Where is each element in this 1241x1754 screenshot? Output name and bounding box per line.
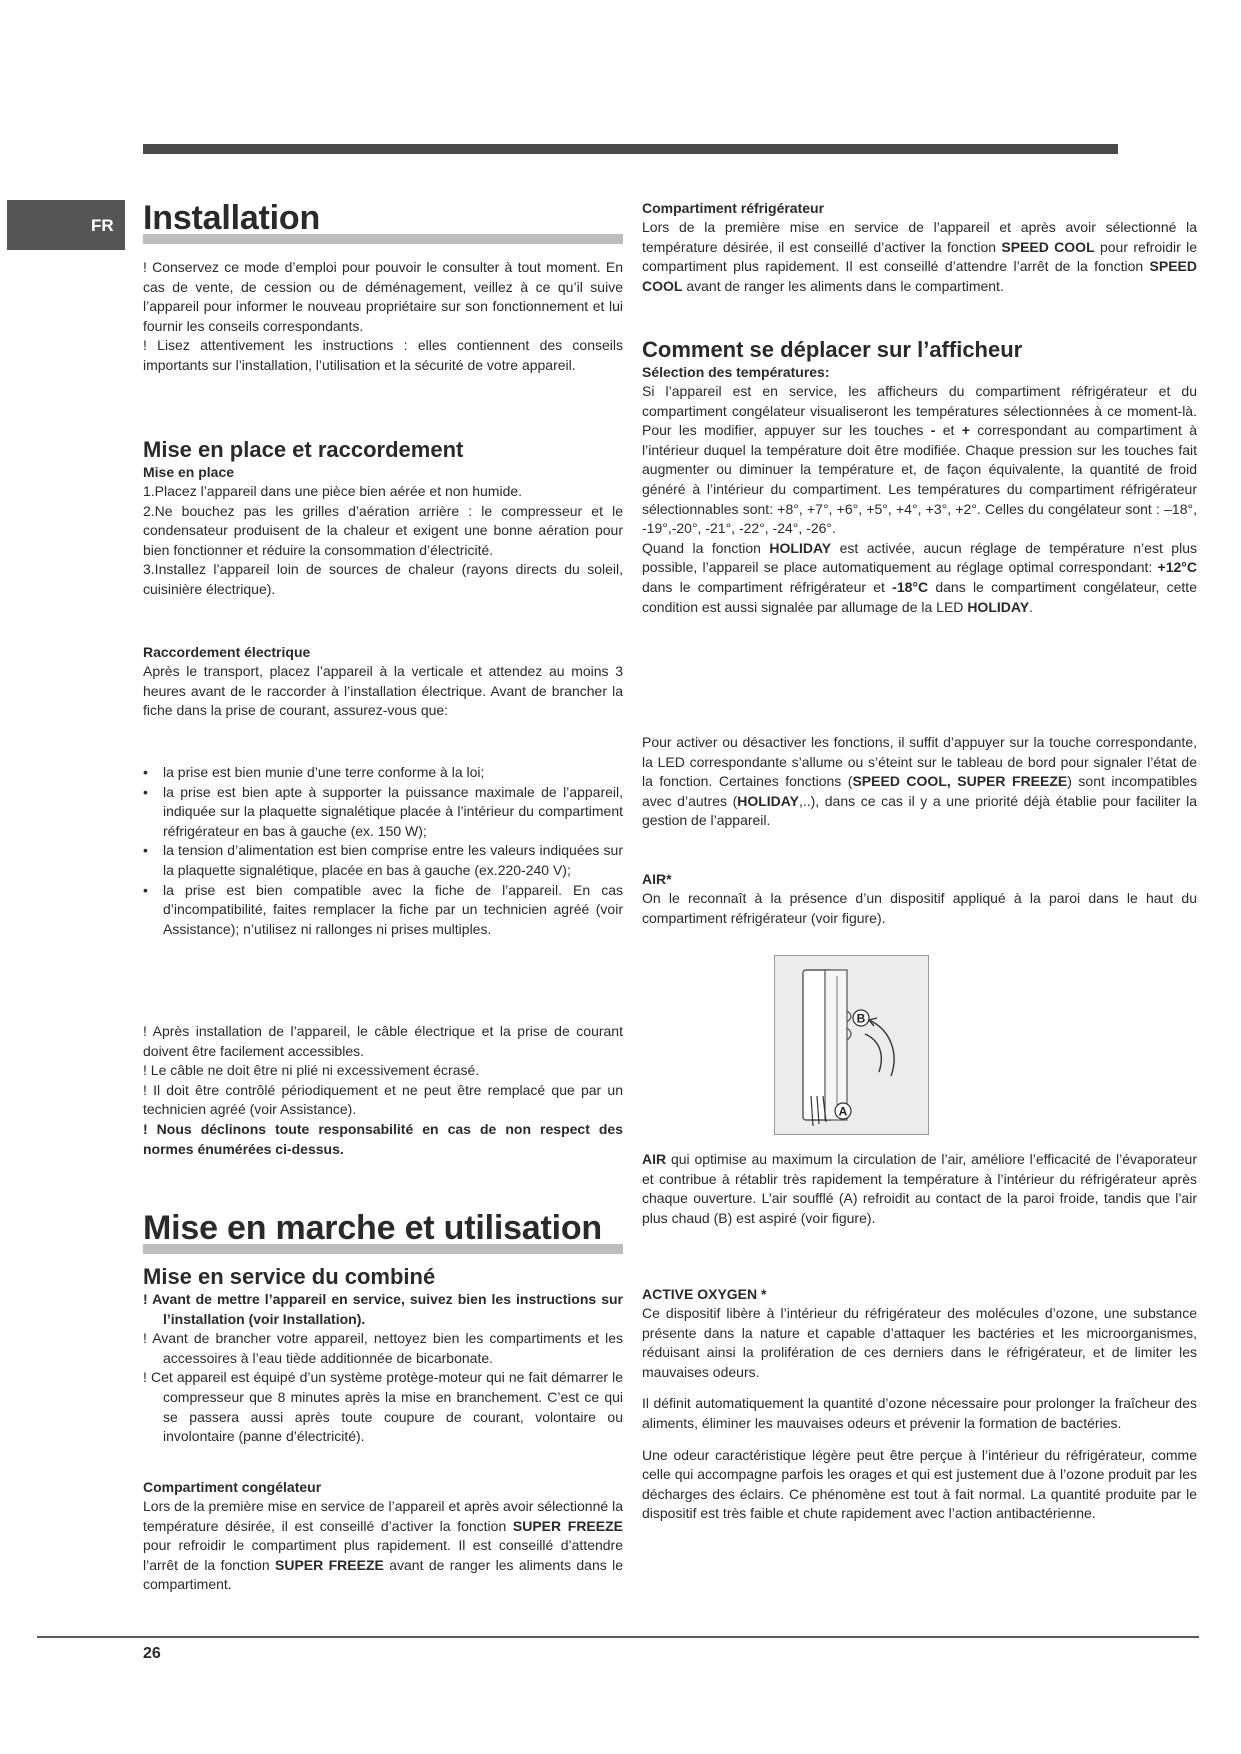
text-run: qui optimise au maximum la circulation de l’air, améliore l’efficacité de l’évaporateur et contribue à rétablir très rapidement la température à l’intérieur du réfrigérateur après chaque ouverture. L’air soufflé (A) refroidit au contact de la paroi froide, tandis que l’air plus chaud (B) est aspiré (voir figure). <box>642 1151 1197 1226</box>
subsection-heading: ACTIVE OXYGEN * <box>642 1286 767 1302</box>
text-run: et <box>935 422 962 439</box>
warning-paragraph: ! Le câble ne doit être ni plié ni excessivement écrasé. <box>143 1062 480 1079</box>
text-run: dans le compartiment congélateur, cette condition est aussi signalée par allumage de la LED <box>642 578 1197 615</box>
functions-paragraph <box>642 733 1197 831</box>
bullet-list <box>143 763 623 939</box>
subsection-heading: Sélection des températures: <box>642 364 830 380</box>
text-run: avant de ranger les aliments dans le compartiment. <box>682 277 1004 294</box>
top-rule <box>143 144 1118 154</box>
startup-section <box>143 1264 623 1447</box>
language-tab: FR <box>7 200 125 250</box>
list-item: • la tension d’alimentation est bien comprise entre les valeurs indiquées sur la plaquette signalétique, placée en bas à gauche (ex.220-240 V); <box>143 841 623 880</box>
page-title: Installation <box>143 199 321 237</box>
footer-rule <box>37 1636 1199 1638</box>
text-run-bold: SPEED COOL <box>642 258 1197 294</box>
text-run: Quand la fonction <box>642 539 770 556</box>
electrical-paragraph: Après le transport, placez l’appareil à la verticale et attendez au moins 3 heures avant de le raccorder à l’installation électrique. Avant de brancher la fiche dans la prise de courant, assurez-vous que: <box>143 663 623 719</box>
text-run: Pour activer ou désactiver les fonctions, il suffit d’appuyer sur la touche correspondante, la LED correspondante s’allume ou s’éteint sur le tableau de bord pour signaler l’état de la fonction. Certaines fonctions ( <box>642 734 1197 790</box>
installation-heading <box>143 200 623 244</box>
placement-step-2: 2.Ne bouchez pas les grilles d’aération arrière : le compresseur et le condensateur produisent de la chaleur et exigent une bonne aération pour bien fonctionner et réduire la consommation d’électricité. <box>143 502 623 558</box>
text-run: pour refroidir le compartiment plus rapidement. Il est conseillé d’attendre l’arrêt de la fonction <box>642 238 1198 275</box>
text-run: pour refroidir le compartiment plus rapidement. Il est conseillé d’attendre l’arrêt de la fonction <box>143 1537 623 1573</box>
subsection-heading: Compartiment congélateur <box>143 1479 322 1495</box>
startup-paragraph-3: ! Cet appareil est équipé d’un système protège-moteur qui ne fait démarrer le compresseur que 8 minutes après la mise en branchement. C’est ce qui se passera aussi après toute coupure de courant, volontaire ou involontaire (panne d’électricité). <box>143 1369 623 1445</box>
fridge-section <box>642 199 1197 296</box>
air-paragraph <box>642 1150 1197 1228</box>
display-section <box>642 337 1197 617</box>
text-run: Si l’appareil est en service, les afficheurs du compartiment réfrigérateur et du compartiment congélateur visualiseront les températures sélectionnées à ce moment-là. Pour les modifier, appuyer sur les touches <box>642 383 1197 439</box>
placement-step-1: 1.Placez l’appareil dans une pièce bien aérée et non humide. <box>143 483 523 499</box>
startup-heading <box>143 1210 623 1254</box>
text-run-bold: SPEED COOL <box>1001 238 1095 255</box>
text-run-bold: SPEED COOL, SUPER FREEZE <box>852 773 1068 790</box>
text-run-bold: -18°C <box>892 578 929 595</box>
text-run: correspondant au compartiment à l’intérieur duquel la température doit être modifiée. Chaque pression sur les touches fait augmenter ou diminuer la température et, de façon équivalente, la quantité de froid généré à l’intérieur du compartiment. Les températures du compartiment réfrigérateur sélectionnables sont: +8°, +7°, +6°, +5°, +4°, +3°, +2°. Celles du congélateur sont : –18°, -19°,-20°, -21°, -22°, -24°, -26°. <box>642 422 1197 537</box>
requirements-list <box>143 763 623 939</box>
figure-label-a: A <box>838 1104 848 1119</box>
intro-paragraph-1: ! Conservez ce mode d’emploi pour pouvoir le consulter à tout moment. En cas de vente, de cession ou de déménagement, veillez à ce qu’il suive l’appareil pour informer le nouveau propriétaire sur son fonctionnement et lui fournir les conseils correspondants. <box>143 259 623 334</box>
air-description <box>642 1150 1197 1228</box>
warning-paragraph: ! Après installation de l’appareil, le câble électrique et la prise de courant doivent être facilement accessibles. <box>143 1023 623 1059</box>
text-run: . <box>1029 598 1033 615</box>
disclaimer-paragraph: ! Nous déclinons toute responsabilité en cas de non respect des normes énumérées ci-dessus. <box>143 1120 623 1157</box>
section-heading: Mise en place et raccordement <box>143 437 464 462</box>
air-intro-paragraph: On le reconnaît à la présence d’un dispositif appliqué à la paroi dans le haut du compartiment réfrigérateur (voir figure). <box>642 890 1197 926</box>
text-run: dans le compartiment réfrigérateur et <box>642 578 893 595</box>
list-item: • la prise est bien compatible avec la fiche de l’appareil. En cas d’incompatibilité, faites remplacer la fiche par un technicien agréé (voir Assistance); n’utilisez ni rallonges ni prises multiples. <box>143 881 623 940</box>
text-run: ,..), dans ce cas il y a une priorité déjà établie pour faciliter la gestion de l’appareil. <box>642 792 1197 829</box>
page-number: 26 <box>143 1645 161 1662</box>
oxygen-paragraph-3: Une odeur caractéristique légère peut être perçue à l’intérieur du réfrigérateur, comme celle qui accompagne parfois les orages et qui est justement due à l’ozone produit par les décharges des éclairs. Ce phénomène est tout à fait normal. La quantité produite par le dispositif est très faible et chute rapidement avec l’action antibactérienne. <box>642 1446 1197 1522</box>
list-item: • la prise est bien munie d’une terre conforme à la loi; <box>143 763 623 783</box>
warning-paragraph: ! Il doit être contrôlé périodiquement et ne peut être remplacé que par un technicien agréé (voir Assistance). <box>143 1081 623 1118</box>
text-run: Lors de la première mise en service de l’appareil et après avoir sélectionné la température désirée, il est conseillé d’activer la fonction <box>143 1498 623 1534</box>
startup-paragraph-2: ! Avant de brancher votre appareil, nettoyez bien les compartiments et les accessoires à l’eau tiède additionnée de bicarbonate. <box>143 1330 623 1366</box>
text-run-bold: SUPER FREEZE <box>512 1517 623 1534</box>
fridge-paragraph <box>642 218 1197 296</box>
oxygen-paragraph-2: Il définit automatiquement la quantité d’ozone nécessaire pour prolonger la fraîcheur des aliments, éliminer les mauvaises odeurs et prévenir la formation de bactéries. <box>642 1395 1197 1431</box>
subsection-heading: Mise en place <box>143 464 235 480</box>
text-run-bold: +12°C <box>1157 559 1197 576</box>
air-device-figure <box>774 955 929 1135</box>
text-run: Lors de la première mise en service de l’appareil et après avoir sélectionné la température désirée, il est conseillé d’activer la fonction <box>642 219 1197 255</box>
text-run-bold: HOLIDAY <box>967 598 1030 615</box>
text-run-bold: - <box>930 422 936 439</box>
subsection-heading: Compartiment réfrigérateur <box>642 200 825 216</box>
oxygen-section <box>642 1285 1197 1524</box>
placement-section <box>143 437 623 600</box>
intro-section <box>143 258 623 376</box>
text-run-bold: AIR <box>642 1151 667 1167</box>
text-run-bold: SUPER FREEZE <box>275 1556 384 1573</box>
text-run: avant de ranger les aliments dans le compartiment. <box>143 1556 623 1593</box>
text-run-bold: + <box>961 422 970 439</box>
text-run: ) sont incompatibles avec d’autres ( <box>642 773 1197 809</box>
placement-step-3: 3.Installez l’appareil loin de sources de chaleur (rayons directs du soleil, cuisinière électrique). <box>143 561 623 597</box>
list-item: • la prise est bien apte à supporter la puissance maximale de l’appareil, indiquée sur la plaquette signalétique placée à l’intérieur du compartiment réfrigérateur en bas à gauche (ex. 150 W); <box>143 783 623 842</box>
freezer-section <box>143 1478 623 1595</box>
intro-paragraph-2: ! Lisez attentivement les instructions : elles contiennent des conseils importants sur l’installation, l’utilisation et la sécurité de votre appareil. <box>143 337 623 373</box>
figure-label-b: B <box>856 1011 866 1026</box>
fridge-air-diagram <box>775 956 928 1134</box>
functions-section <box>642 733 1197 831</box>
subsection-heading: AIR* <box>642 871 672 887</box>
subsection-heading: Raccordement électrique <box>143 644 311 660</box>
warnings-section <box>143 1022 623 1159</box>
air-section <box>642 870 1197 928</box>
text-run-bold: HOLIDAY <box>737 792 799 809</box>
section-title: Mise en marche et utilisation <box>143 1209 602 1247</box>
oxygen-paragraph-1: Ce dispositif libère à l’intérieur du réfrigérateur des molécules d’ozone, une substance présente dans la nature et capable d’attaquer les bactéries et les microorganismes, réduisant ainsi la prolifération de ces derniers dans le réfrigérateur, et de limiter les mauvaises odeurs. <box>642 1305 1197 1380</box>
startup-paragraph-1: ! Avant de mettre l’appareil en service, suivez bien les instructions sur l’installation (voir Installation). <box>143 1291 623 1327</box>
text-run: est activée, aucun réglage de température n’est plus possible, l’appareil se place automatiquement au réglage optimal correspondant: <box>642 539 1197 576</box>
display-paragraph <box>642 382 1197 539</box>
freezer-paragraph <box>143 1497 623 1595</box>
holiday-paragraph <box>642 539 1197 617</box>
section-heading: Mise en service du combiné <box>143 1264 436 1289</box>
electrical-section <box>143 643 623 721</box>
text-run-bold: HOLIDAY <box>769 539 832 556</box>
section-heading: Comment se déplacer sur l’afficheur <box>642 337 1023 362</box>
